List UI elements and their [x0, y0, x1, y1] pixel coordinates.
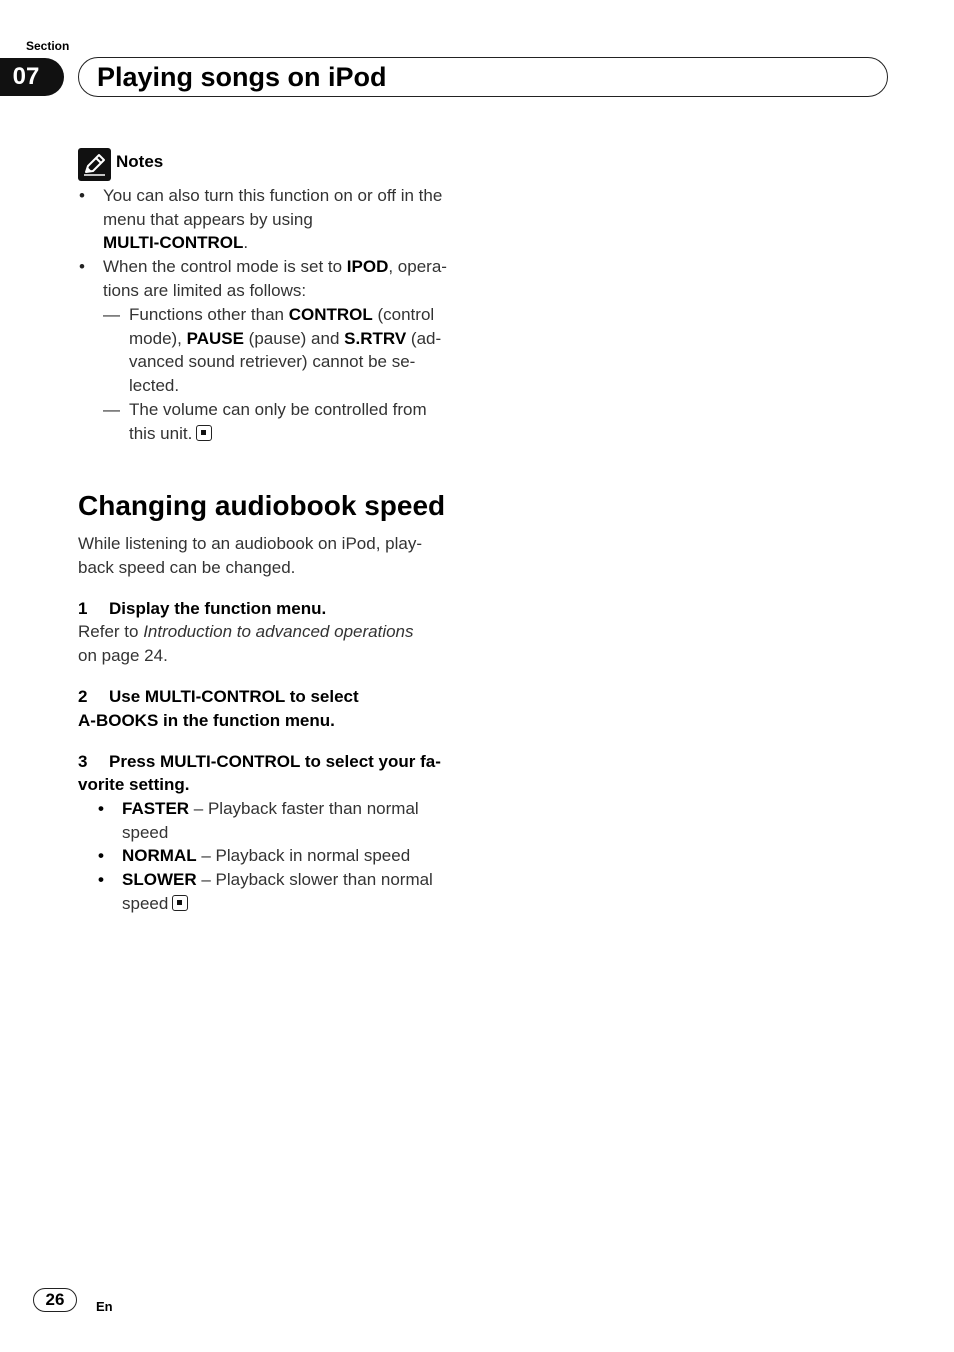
note-line	[103, 231, 473, 255]
text-run: (pause) and	[243, 328, 345, 348]
section-label: Section	[26, 39, 70, 53]
step-title: Display the function menu.	[109, 599, 327, 618]
step-line: on page 24.	[78, 645, 168, 665]
mode-name: IPOD	[346, 257, 389, 276]
text-run: Refer to	[78, 622, 144, 641]
control-name: MULTI-CONTROL	[103, 233, 244, 252]
intro-line: back speed can be changed.	[78, 557, 296, 577]
text-run: speed	[122, 893, 169, 913]
function-name: S.RTRV	[344, 328, 407, 348]
note-subitem	[129, 303, 474, 397]
text-run: , opera-	[388, 257, 447, 276]
note-line: lected.	[129, 375, 180, 395]
note-subitem	[129, 398, 474, 445]
intro-line: While listening to an audiobook on iPod, play-	[78, 534, 422, 553]
option-line	[122, 868, 472, 892]
text-run: (control	[372, 305, 435, 324]
step-line	[78, 620, 478, 644]
note-line	[129, 422, 474, 446]
step-title: vorite setting.	[78, 775, 190, 794]
note-line: You can also turn this function on or off in the	[103, 186, 443, 205]
step-title: Use MULTI-CONTROL to select	[109, 687, 359, 706]
step-title: Press MULTI-CONTROL to select your fa-	[109, 752, 441, 771]
function-name: CONTROL	[288, 305, 373, 324]
dash-icon: —	[103, 305, 120, 324]
note-line	[129, 303, 474, 327]
bullet-icon: •	[98, 846, 104, 865]
option-desc: – Playback faster than normal	[189, 799, 419, 818]
note-line: menu that appears by using	[103, 209, 313, 229]
note-line: vanced sound retriever) cannot be se-	[129, 352, 416, 371]
language-label: En	[96, 1299, 113, 1314]
text-run: this unit.	[129, 423, 193, 443]
end-mark-icon	[196, 425, 212, 441]
option-line: speed	[122, 822, 169, 842]
note-line: The volume can only be controlled from	[129, 400, 427, 419]
option-item	[122, 844, 472, 868]
page-title: Playing songs on iPod	[97, 62, 387, 92]
option-item	[122, 868, 472, 915]
step-title: A-BOOKS in the function menu.	[78, 711, 335, 730]
step-number: 3	[78, 752, 88, 771]
bullet-icon: •	[98, 799, 104, 818]
section-number-badge: 07	[0, 58, 64, 96]
function-name: PAUSE	[186, 328, 244, 348]
reference-link: Introduction to advanced operations	[143, 622, 414, 641]
option-name: SLOWER	[122, 870, 197, 889]
step-description	[78, 620, 478, 667]
dash-icon: —	[103, 400, 120, 419]
text-run: (ad-	[406, 328, 442, 348]
note-item	[103, 184, 473, 255]
note-line	[129, 327, 474, 351]
section-heading: Changing audiobook speed	[78, 490, 446, 521]
bullet-icon: •	[79, 257, 85, 276]
option-desc: – Playback slower than normal	[196, 870, 433, 889]
punctuation: .	[243, 233, 249, 252]
bullet-icon: •	[79, 186, 85, 205]
note-line: tions are limited as follows:	[103, 280, 307, 300]
option-name: NORMAL	[122, 846, 197, 865]
notes-title: Notes	[116, 152, 164, 171]
note-item	[103, 255, 473, 302]
option-item	[122, 797, 472, 844]
text-run: When the control mode is set to	[103, 257, 347, 276]
page-number: 26	[33, 1288, 77, 1312]
option-line	[122, 892, 472, 916]
bullet-icon: •	[98, 870, 104, 889]
note-line	[103, 255, 473, 279]
step-number: 2	[78, 687, 88, 706]
option-name: FASTER	[122, 799, 190, 818]
text-run: Functions other than	[129, 305, 289, 324]
step-number: 1	[78, 599, 88, 618]
text-run: mode),	[129, 328, 187, 348]
pencil-note-icon	[78, 148, 111, 181]
end-mark-icon	[172, 895, 188, 911]
option-line	[122, 797, 472, 821]
section-intro	[78, 532, 478, 579]
option-line	[122, 844, 472, 868]
option-desc: – Playback in normal speed	[196, 846, 411, 865]
